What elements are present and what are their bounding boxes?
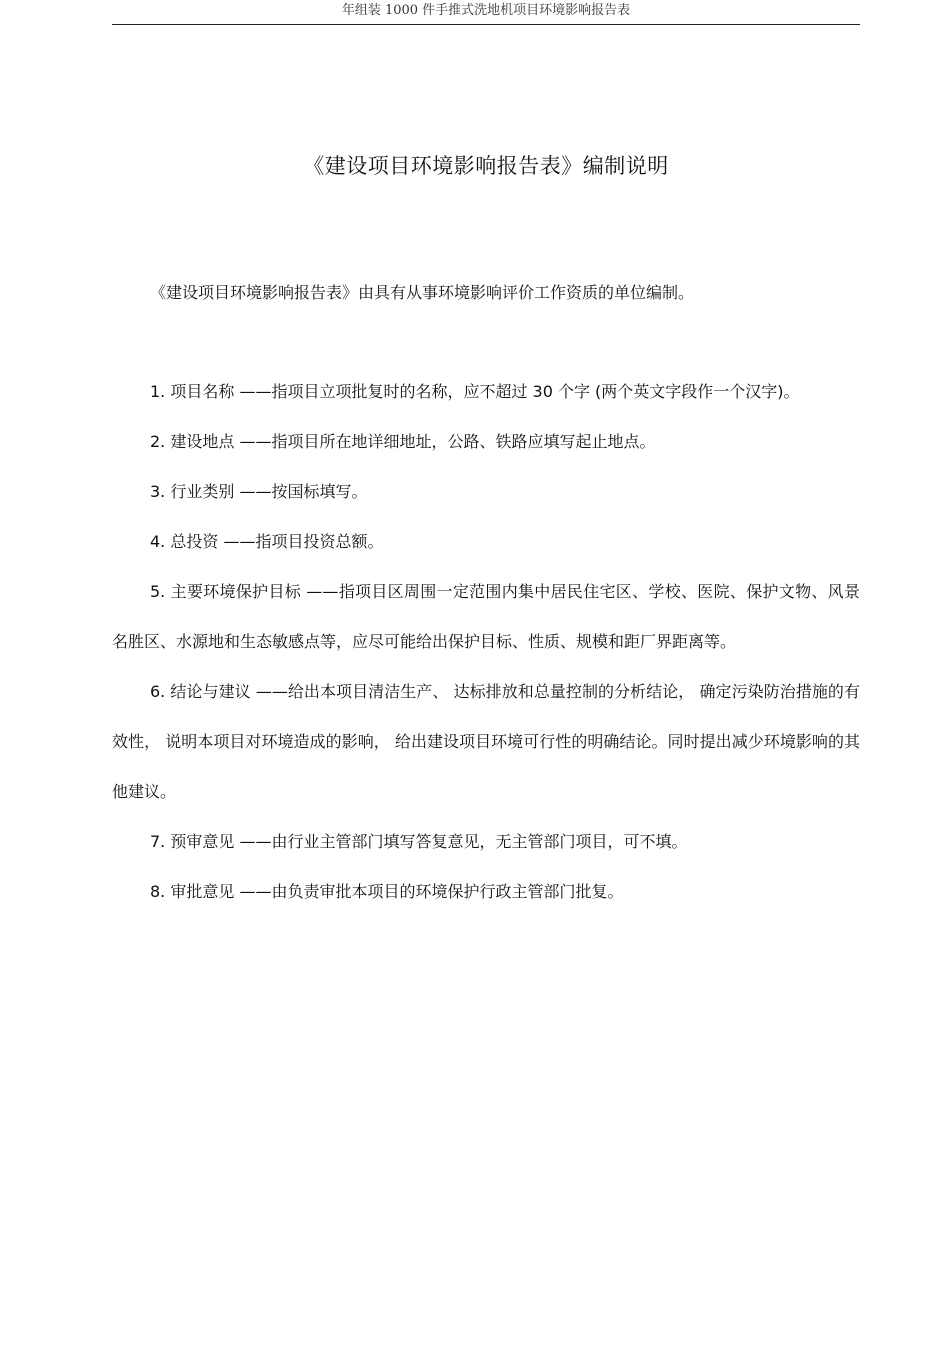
- intro-paragraph: 《建设项目环境影响报告表》由具有从事环境影响评价工作资质的单位编制。: [150, 283, 695, 302]
- document-title: 《建设项目环境影响报告表》编制说明: [303, 154, 669, 178]
- page-header: [112, 0, 860, 25]
- instruction-item-5: 5. 主要环境保护目标 ——指项目区周围一定范围内集中居民住宅区、学校、医院、保护文物、风景名胜区、水源地和生态敏感点等，应尽可能给出保护目标、性质、规模和距厂界距离等。: [112, 582, 860, 651]
- instruction-item-4: 4. 总投资 ——指项目投资总额。: [150, 532, 384, 551]
- instruction-item-8: 8. 审批意见 ——由负责审批本项目的环境保护行政主管部门批复。: [150, 882, 624, 901]
- instruction-item-3: 3. 行业类别 ——按国标填写。: [150, 482, 368, 501]
- instruction-item-6: 6. 结论与建议 ——给出本项目清洁生产、 达标排放和总量控制的分析结论， 确定污染防治措施的有效性， 说明本项目对环境造成的影响， 给出建设项目环境可行性的明确结论。同时提出减少环境影响的其他建议。: [112, 682, 860, 801]
- instruction-list: [112, 367, 860, 917]
- instruction-item-2: 2. 建设地点 ——指项目所在地详细地址，公路、铁路应填写起止地点。: [150, 432, 656, 451]
- instruction-item-7: 7. 预审意见 ——由行业主管部门填写答复意见，无主管部门项目，可不填。: [150, 832, 688, 851]
- instruction-item-1: 1. 项目名称 ——指项目立项批复时的名称，应不超过 30 个字 (两个英文字段作一个汉字)。: [150, 382, 800, 401]
- running-title: 年组装 1000 件手推式洗地机项目环境影响报告表: [341, 3, 631, 18]
